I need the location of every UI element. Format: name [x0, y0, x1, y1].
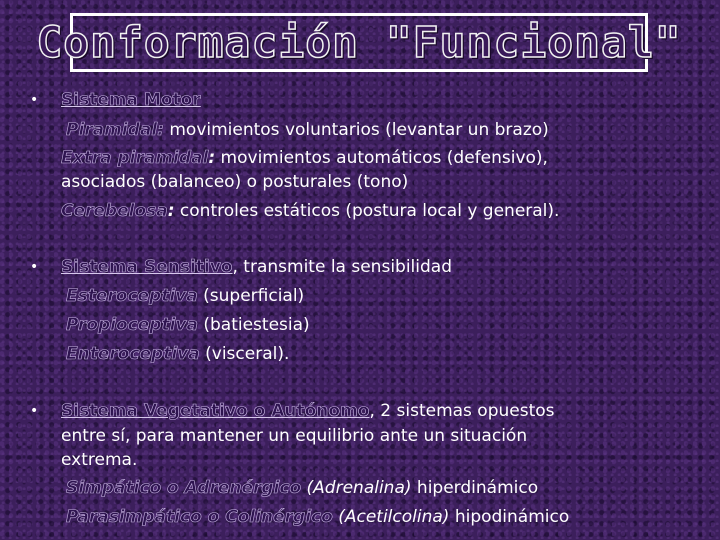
slide-title: Conformación "Funcional" — [36, 17, 682, 68]
bullet-icon: • — [30, 259, 39, 275]
motor-item-extrapiramidal: Extra piramidal: movimientos automáticos (defensivo), — [61, 148, 548, 168]
section-sensitivo-heading: Sistema Sensitivo, transmite la sensibilidad — [61, 257, 452, 277]
vegetativo-item-parasimpatico: Parasimpático o Colinérgico (Acetilcolina) hipodinámico — [66, 507, 570, 527]
motor-item-cerebelosa: Cerebelosa: controles estáticos (postura local y general). — [61, 201, 560, 221]
section-motor-heading — [61, 88, 201, 112]
heading-text: Sistema Motor — [61, 90, 201, 110]
title-box — [36, 13, 682, 72]
motor-item-piramidal: Piramidal: movimientos voluntarios (levantar un brazo) — [66, 120, 549, 140]
sensitivo-item-enteroceptiva: Enteroceptiva (visceral). — [66, 344, 290, 364]
bullet-icon: • — [30, 92, 39, 108]
sensitivo-item-propioceptiva: Propioceptiva (batiestesia) — [66, 315, 310, 335]
vegetativo-text-line: entre sí, para mantener un equilibrio ante un situación — [61, 426, 528, 446]
vegetativo-item-simpatico: Simpático o Adrenérgico (Adrenalina) hiperdinámico — [66, 478, 539, 498]
sensitivo-item-esteroceptiva: Esteroceptiva (superficial) — [66, 286, 305, 306]
vegetativo-text-line: extrema. — [61, 450, 138, 470]
motor-item-continuation: asociados (balanceo) o posturales (tono) — [61, 172, 409, 192]
section-vegetativo-heading: Sistema Vegetativo o Autónomo, 2 sistemas opuestos — [61, 401, 555, 421]
bullet-icon: • — [30, 403, 39, 419]
